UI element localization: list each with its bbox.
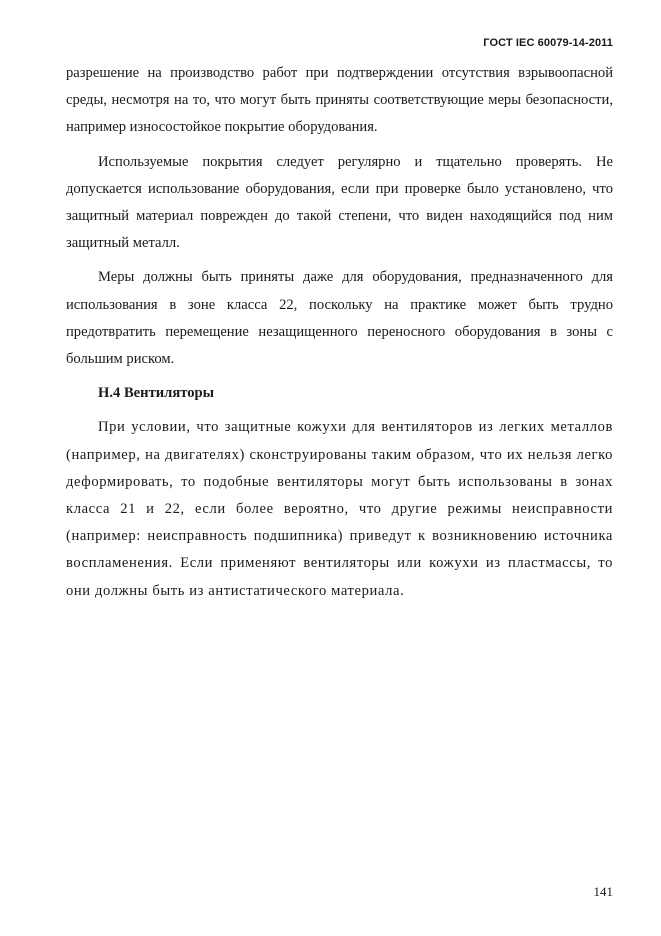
document-body	[66, 60, 613, 612]
standard-header: ГОСТ IEC 60079-14-2011	[483, 37, 613, 49]
paragraph-coatings: Используемые покрытия следует регулярно и тщательно проверять. Не допускается использование оборудования, если при проверке было установлено, что защитный материал поврежден до такой степени, что виден находящийся под ним защитный металл.	[66, 153, 613, 252]
paragraph-continuation: разрешение на производство работ при подтверждении отсутствия взрывоопасной среды, несмотря на то, что могут быть приняты соответствующие меры безопасности, например износостойкое покрытие оборудования.	[66, 65, 613, 136]
page-number: 141	[593, 884, 613, 899]
paragraph-fans: При условии, что защитные кожухи для вентиляторов из легких металлов (например, на двигателях) сконструированы таким образом, что их нельзя легко деформировать, то подобные вентиляторы могут быть использованы в зонах класса 21 и 22, если более вероятно, что другие режимы неисправности (например: неисправность подшипника) приведут к возникновению источника воспламенения. Если применяют вентиляторы или кожухи из пластмассы, то они должны быть из антистатического материала.	[66, 419, 613, 599]
section-heading: Н.4 Вентиляторы	[98, 385, 215, 402]
paragraph-zone-22: Меры должны быть приняты даже для оборудования, предназначенного для использования в зоне класса 22, поскольку на практике может быть трудно предотвратить перемещение незащищенного переносного оборудования в зоны с большим риском.	[66, 269, 613, 368]
